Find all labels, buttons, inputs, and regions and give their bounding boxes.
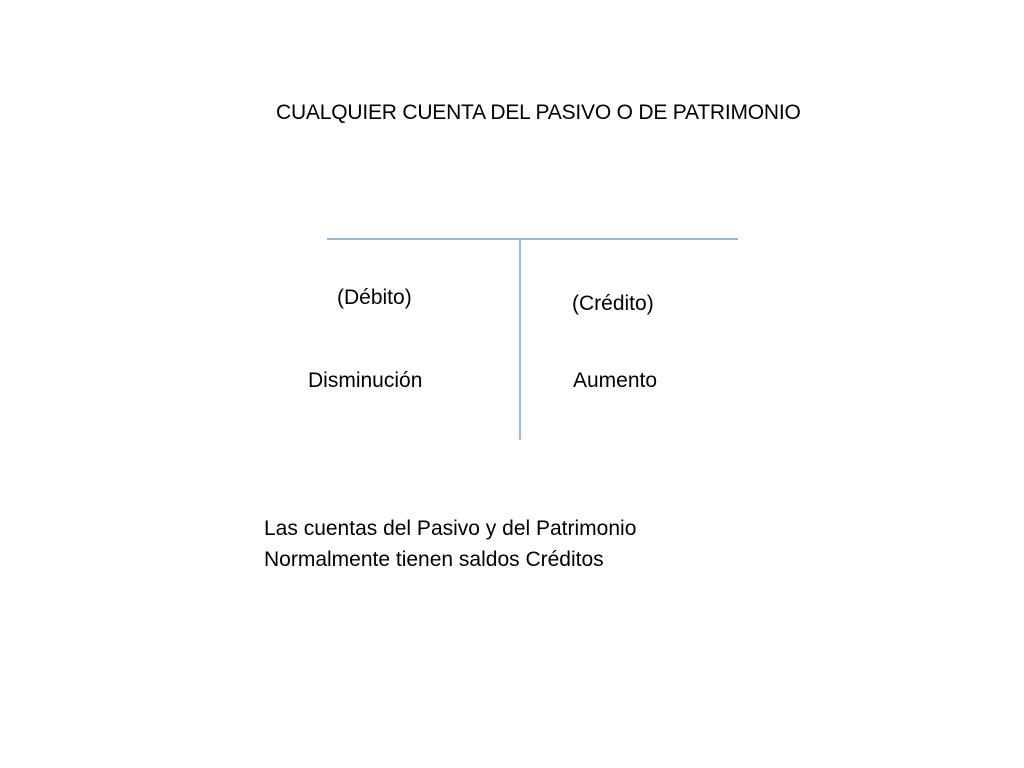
credit-header: (Crédito) [572,292,654,315]
debit-header: (Débito) [337,286,412,309]
t-account-horizontal-line [327,238,738,240]
credit-effect-label: Aumento [573,369,658,392]
slide-title: CUALQUIER CUENTA DEL PASIVO O DE PATRIMONIO [276,101,801,124]
note-line-1: Las cuentas del Pasivo y del Patrimonio [264,517,637,540]
debit-effect-label: Disminución [308,369,423,392]
t-account-vertical-line [519,238,521,440]
explanatory-note [264,513,636,575]
note-line-2: Normalmente tienen saldos Créditos [264,548,604,571]
